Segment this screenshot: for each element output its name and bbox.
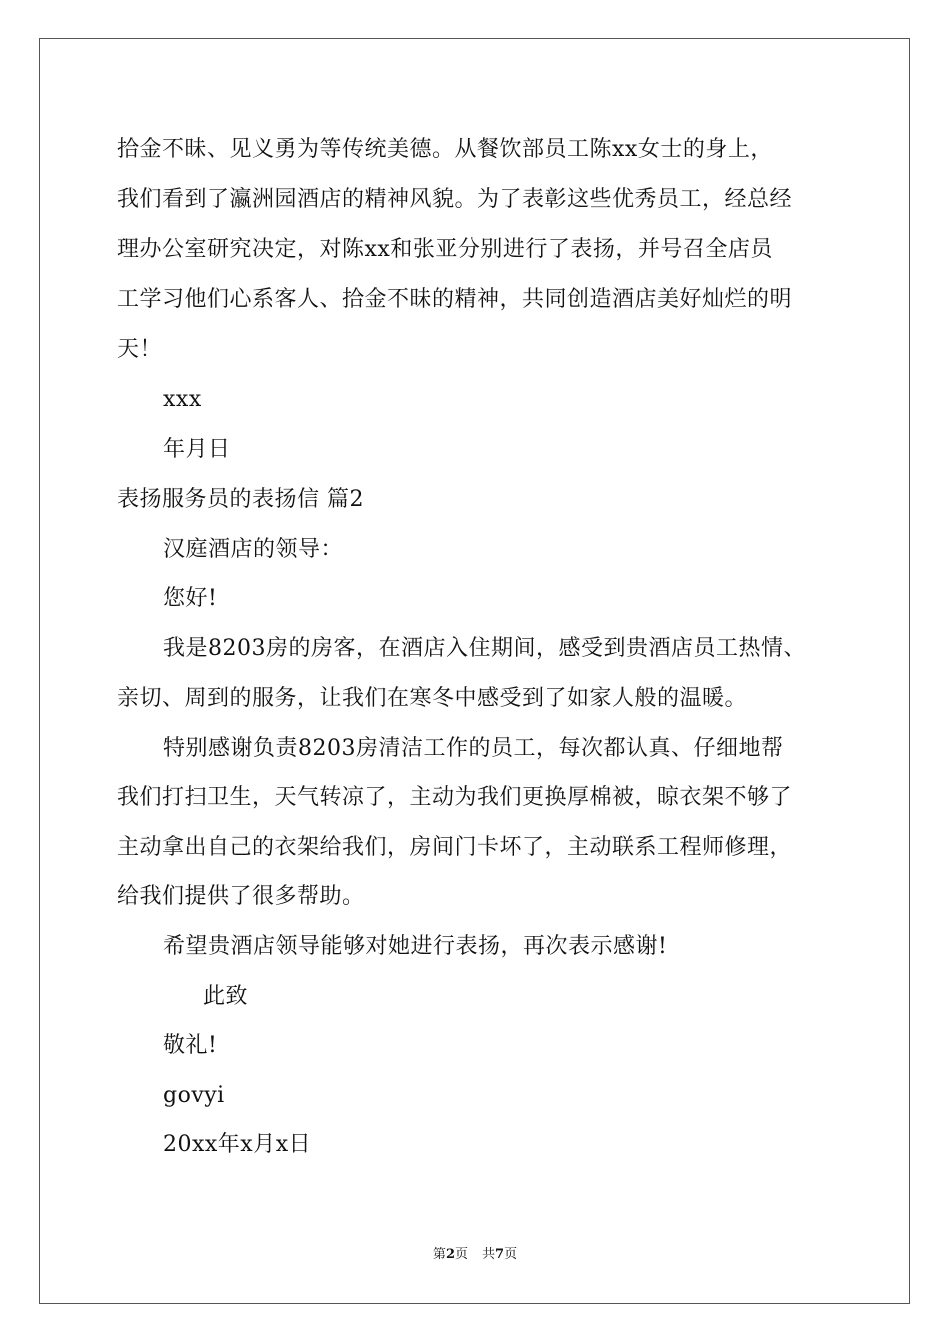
signature-name: xxx: [163, 387, 202, 412]
closing-phrase: 此致: [203, 984, 249, 1009]
signature-name: govyi: [163, 1083, 225, 1108]
page-frame: [39, 38, 910, 1304]
total-prefix: 共: [482, 1247, 496, 1262]
paragraph-line: 亲切、周到的服务，让我们在寒冬中感受到了如家人般的温暖。: [117, 686, 748, 711]
page-current: 2: [445, 1247, 455, 1262]
paragraph-line: 理办公室研究决定，对陈xx和张亚分别进行了表扬，并号召全店员: [117, 237, 773, 262]
paragraph-line: 我们打扫卫生，天气转凉了，主动为我们更换厚棉被，晾衣架不够了: [117, 785, 793, 810]
signature-date: 年月日: [163, 437, 231, 462]
paragraph-line: 主动拿出自己的衣架给我们，房间门卡坏了，主动联系工程师修理，: [117, 835, 793, 860]
page-total: 7: [495, 1247, 505, 1262]
paragraph-line: 希望贵酒店领导能够对她进行表扬，再次表示感谢!: [163, 934, 668, 959]
page-prefix: 第: [432, 1247, 446, 1262]
salutation: 汉庭酒店的领导：: [163, 537, 344, 562]
paragraph-line: 我是8203房的房客，在酒店入住期间，感受到贵酒店员工热情、: [163, 636, 806, 661]
paragraph-line: 拾金不昧、见义勇为等传统美德。从餐饮部员工陈xx女士的身上，: [117, 137, 773, 162]
total-suffix: 页: [504, 1247, 518, 1262]
paragraph-line: 我们看到了瀛洲园酒店的精神风貌。为了表彰这些优秀员工，经总经: [117, 187, 793, 212]
paragraph-line: 天！: [117, 337, 163, 362]
section-heading: 表扬服务员的表扬信 篇2: [117, 487, 364, 512]
paragraph-line: 给我们提供了很多帮助。: [117, 884, 365, 909]
greeting: 您好!: [163, 586, 218, 611]
paragraph-line: 工学习他们心系客人、拾金不昧的精神，共同创造酒店美好灿烂的明: [117, 287, 793, 312]
page-footer: [0, 1246, 950, 1264]
page-suffix: 页: [454, 1247, 468, 1262]
signature-date: 20xx年x月x日: [163, 1132, 312, 1157]
closing-salute: 敬礼!: [163, 1033, 218, 1058]
paragraph-line: 特别感谢负责8203房清洁工作的员工，每次都认真、仔细地帮: [163, 736, 784, 761]
